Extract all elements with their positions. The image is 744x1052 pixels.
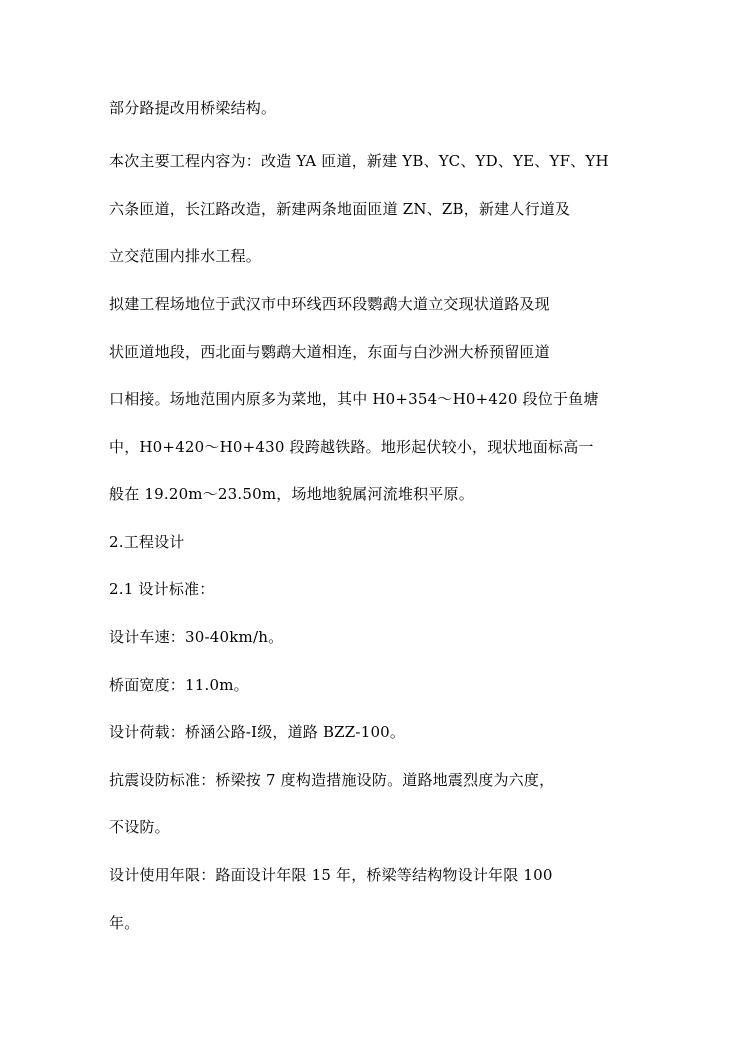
text-line-9: 般在 19.20m～23.50m，场地地貌属河流堆积平原。 xyxy=(109,485,474,503)
text-line-3: 六条匝道，长江路改造，新建两条地面匝道 ZN、ZB，新建人行道及 xyxy=(109,200,571,218)
subsection-heading: 2.1 设计标准： xyxy=(109,580,215,598)
text-line-18: 年。 xyxy=(109,914,140,932)
text-line-5: 拟建工程场地位于武汉市中环线西环段鹦鹉大道立交现状道路及现 xyxy=(109,295,550,313)
text-line-1: 部分路提改用桥梁结构。 xyxy=(109,99,277,117)
text-line-16: 不设防。 xyxy=(109,818,170,836)
text-line-7: 口相接。场地范围内原多为菜地，其中 H0+354～H0+420 段位于鱼塘 xyxy=(109,390,599,408)
text-line-8: 中，H0+420～H0+430 段跨越铁路。地形起伏较小，现状地面标高一 xyxy=(109,438,594,456)
text-line-14: 设计荷载：桥涵公路-Ⅰ级，道路 BZZ-100。 xyxy=(109,723,406,741)
text-line-2: 本次主要工程内容为：改造 YA 匝道，新建 YB、YC、YD、YE、YF、YH xyxy=(109,152,609,170)
text-line-13: 桥面宽度：11.0m。 xyxy=(109,676,249,694)
section-heading: 2.工程设计 xyxy=(109,533,185,551)
text-line-17: 设计使用年限：路面设计年限 15 年，桥梁等结构物设计年限 100 xyxy=(109,866,553,884)
text-line-6: 状匝道地段，西北面与鹦鹉大道相连，东面与白沙洲大桥预留匝道 xyxy=(109,343,550,361)
text-line-4: 立交范围内排水工程。 xyxy=(109,247,262,265)
text-line-12: 设计车速：30-40km/h。 xyxy=(109,628,284,646)
text-line-15: 抗震设防标准：桥梁按 7 度构造措施设防。道路地震烈度为六度， xyxy=(109,771,555,789)
